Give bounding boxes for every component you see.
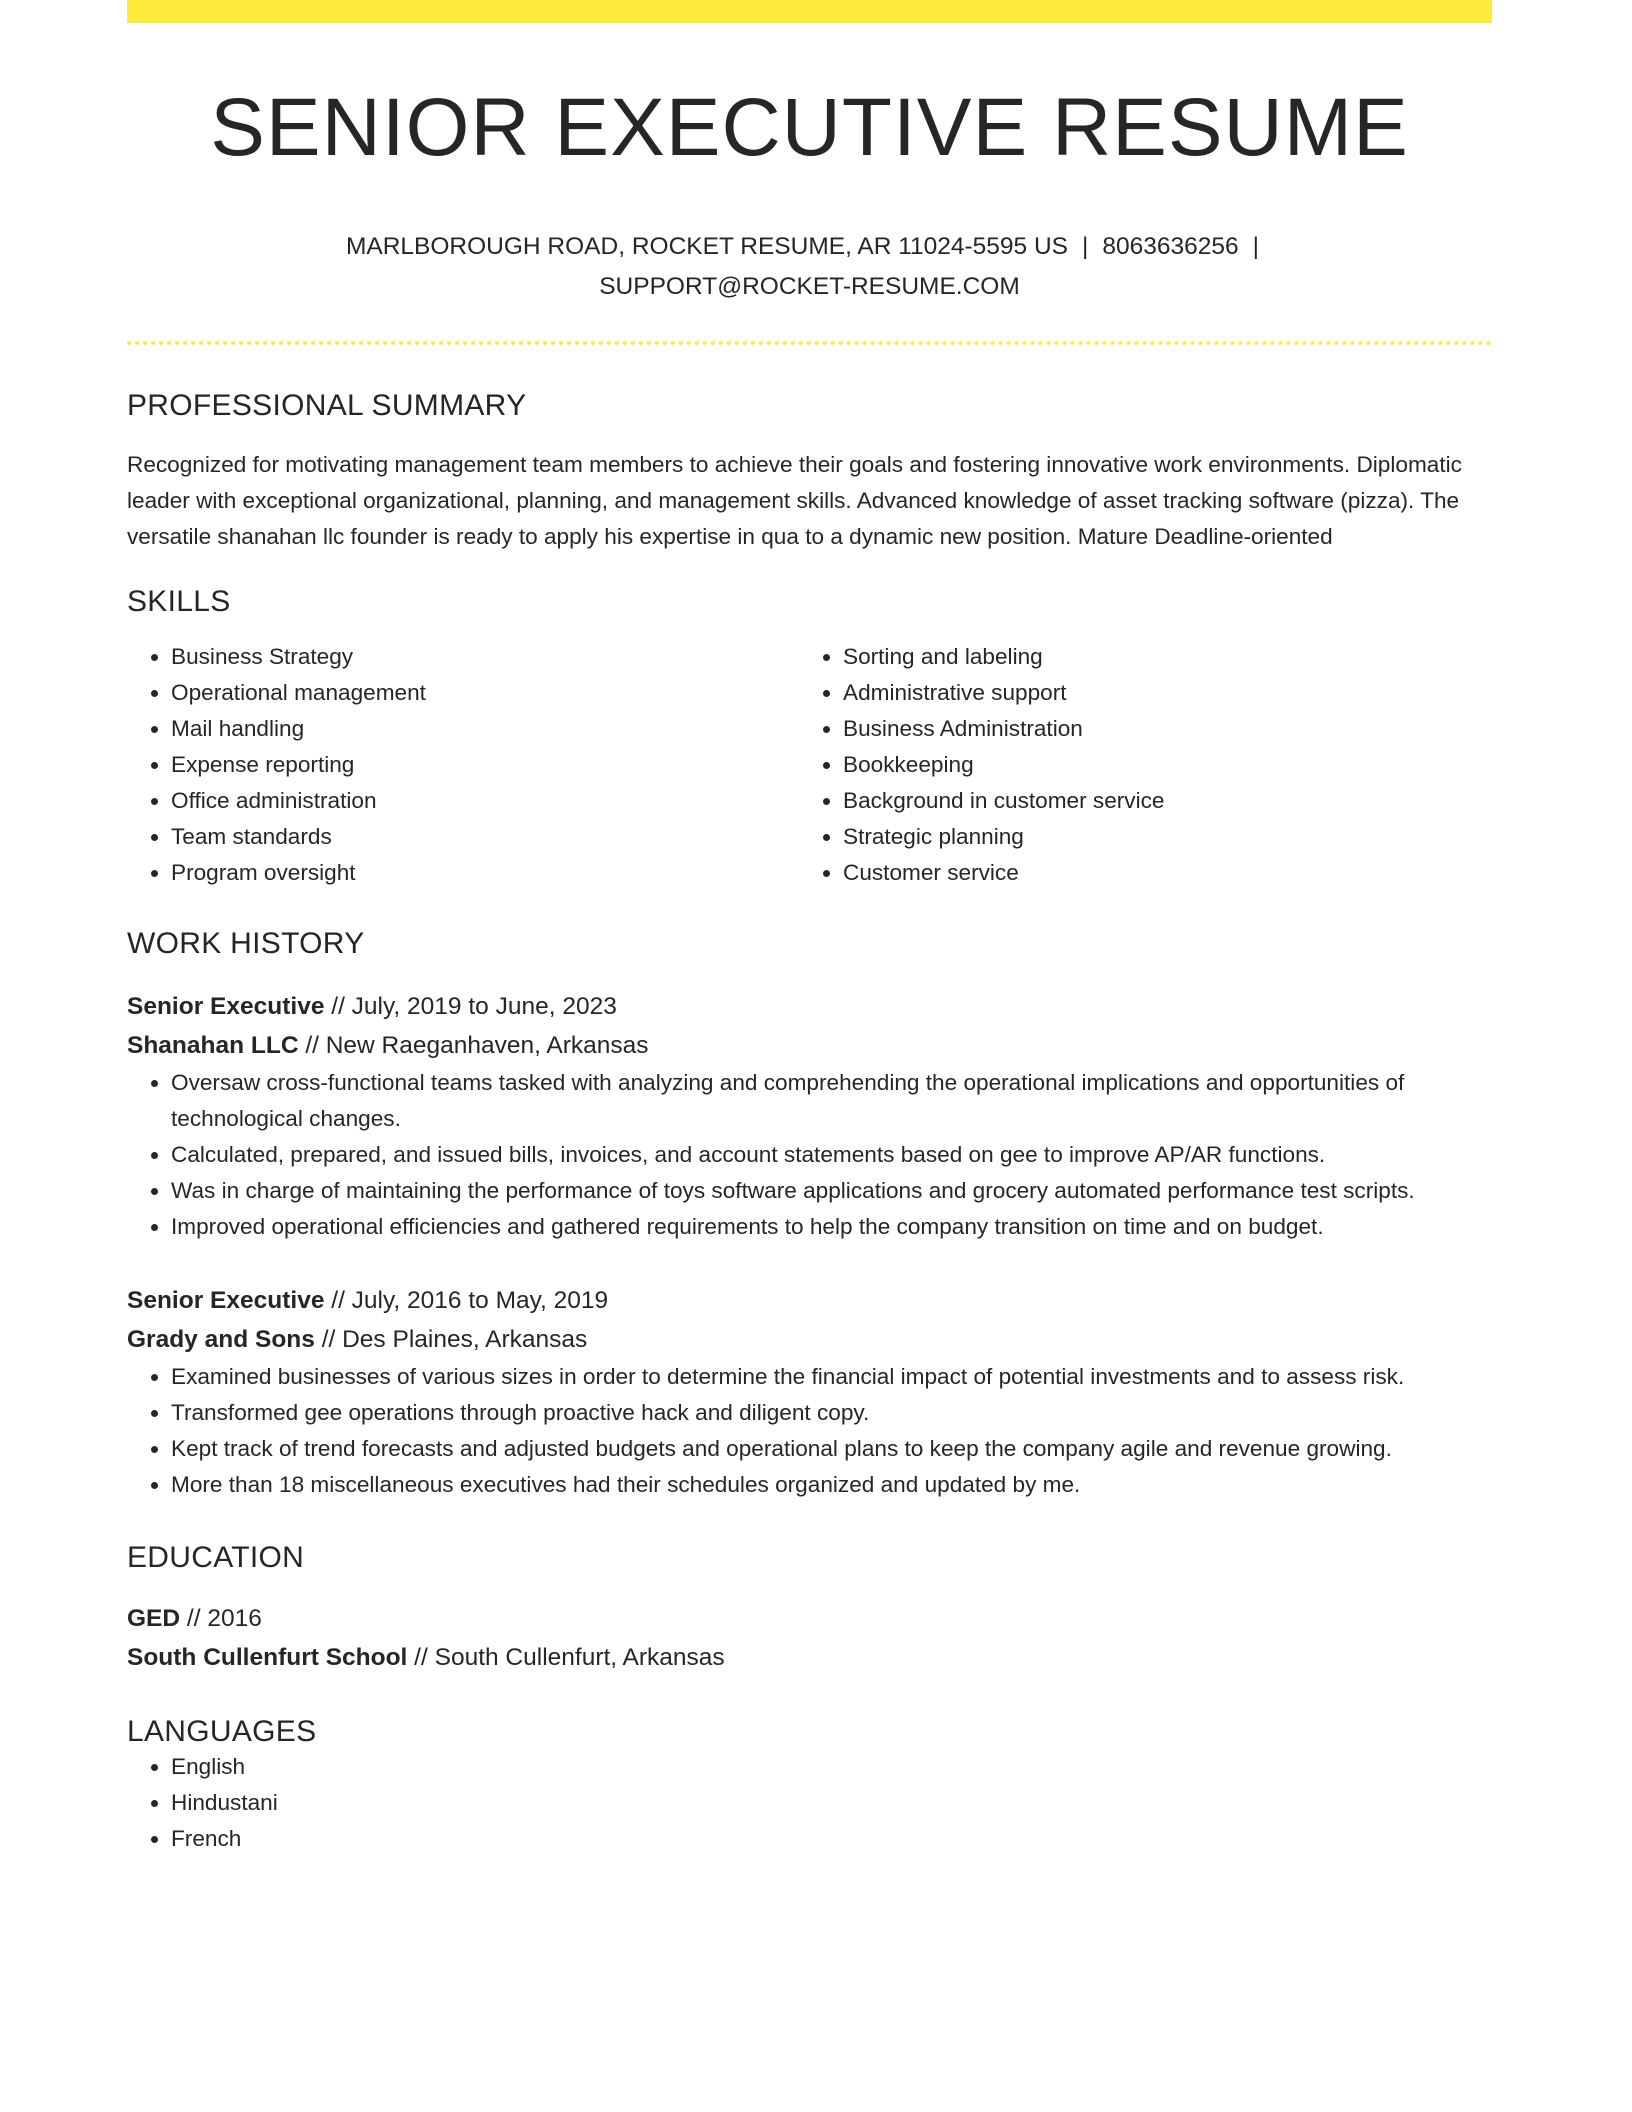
skill-item: • Team standards bbox=[171, 819, 799, 855]
company-location: // New Raeganhaven, Arkansas bbox=[298, 1032, 649, 1060]
job-duty: • Calculated, prepared, and issued bills, invoices, and account statements based on gee to improve AP/AR functions. bbox=[171, 1137, 1492, 1173]
education-entry bbox=[127, 1599, 1492, 1677]
job-duties-list bbox=[127, 1359, 1492, 1503]
company-name: Grady and Sons bbox=[127, 1326, 315, 1354]
skills-list bbox=[127, 639, 1492, 891]
accent-top-bar bbox=[127, 0, 1492, 23]
address: MARLBOROUGH ROAD, ROCKET RESUME, AR 11024-5595 US bbox=[345, 233, 1069, 261]
language-item: • English bbox=[171, 1749, 1492, 1785]
skill-item: • Bookkeeping bbox=[843, 747, 1471, 783]
school-location: // South Cullenfurt, Arkansas bbox=[407, 1644, 725, 1672]
skill-item: • Business Strategy bbox=[171, 639, 799, 675]
skill-item: • Mail handling bbox=[171, 711, 799, 747]
skill-item: • Sorting and labeling bbox=[843, 639, 1471, 675]
contact-separator: | bbox=[1252, 233, 1260, 261]
company-location: // Des Plaines, Arkansas bbox=[314, 1326, 588, 1354]
skill-item: • Expense reporting bbox=[171, 747, 799, 783]
skill-item: • Background in customer service bbox=[843, 783, 1471, 819]
job-title: Senior Executive bbox=[127, 993, 325, 1021]
skill-item: • Business Administration bbox=[843, 711, 1471, 747]
job-duty: • Improved operational efficiencies and gathered requirements to help the company transition on time and on budget. bbox=[171, 1209, 1492, 1245]
school-name: South Cullenfurt School bbox=[127, 1644, 408, 1672]
job-duty: • More than 18 miscellaneous executives had their schedules organized and updated by me. bbox=[171, 1467, 1492, 1503]
job-duty: • Oversaw cross-functional teams tasked with analyzing and comprehending the operational implications and opportunities of technological changes. bbox=[171, 1065, 1492, 1137]
skill-item: • Program oversight bbox=[171, 855, 799, 891]
skills-column-right bbox=[799, 639, 1471, 891]
skills-column-left bbox=[127, 639, 799, 891]
skills-heading: SKILLS bbox=[127, 585, 231, 619]
job-dates: // July, 2019 to June, 2023 bbox=[324, 993, 617, 1021]
degree: GED bbox=[127, 1605, 181, 1633]
job-header bbox=[127, 1281, 1492, 1359]
job-duty: • Transformed gee operations through proactive hack and diligent copy. bbox=[171, 1395, 1492, 1431]
skill-item: • Customer service bbox=[843, 855, 1471, 891]
skill-item: • Administrative support bbox=[843, 675, 1471, 711]
job-header bbox=[127, 987, 1492, 1065]
languages-list bbox=[127, 1749, 1492, 1857]
graduation-year: // 2016 bbox=[180, 1605, 262, 1633]
job-duty: • Kept track of trend forecasts and adjusted budgets and operational plans to keep the company agile and revenue growing. bbox=[171, 1431, 1492, 1467]
job-duty: • Examined businesses of various sizes in order to determine the financial impact of potential investments and to assess risk. bbox=[171, 1359, 1492, 1395]
job-title: Senior Executive bbox=[127, 1287, 325, 1315]
work-history-heading: WORK HISTORY bbox=[127, 927, 365, 961]
education-heading: EDUCATION bbox=[127, 1541, 305, 1575]
skill-item: • Operational management bbox=[171, 675, 799, 711]
email: SUPPORT@ROCKET-RESUME.COM bbox=[599, 273, 1020, 301]
resume-page bbox=[127, 0, 1492, 1857]
language-item: • Hindustani bbox=[171, 1785, 1492, 1821]
job-duty: • Was in charge of maintaining the performance of toys software applications and grocery automated performance test scripts. bbox=[171, 1173, 1492, 1209]
language-item: • French bbox=[171, 1821, 1492, 1857]
skill-item: • Office administration bbox=[171, 783, 799, 819]
job-dates: // July, 2016 to May, 2019 bbox=[324, 1287, 609, 1315]
skill-item: • Strategic planning bbox=[843, 819, 1471, 855]
dotted-divider bbox=[127, 341, 1492, 345]
languages-heading: LANGUAGES bbox=[127, 1715, 317, 1749]
phone: 8063636256 bbox=[1102, 233, 1239, 261]
resume-title: SENIOR EXECUTIVE RESUME bbox=[210, 82, 1409, 173]
summary-heading: PROFESSIONAL SUMMARY bbox=[127, 389, 527, 423]
contact-separator: | bbox=[1082, 233, 1089, 261]
contact-info bbox=[127, 227, 1492, 307]
summary-text: Recognized for motivating management team members to achieve their goals and fostering innovative work environments. Diplomatic leader with exceptional organizational, planning, and management skills. Advanced knowledge of asset tracking software (pizza). The versatile shanahan llc founder is ready to apply his expertise in qua to a dynamic new position. Mature Deadline-oriented bbox=[127, 452, 1462, 550]
company-name: Shanahan LLC bbox=[127, 1032, 299, 1060]
job-duties-list bbox=[127, 1065, 1492, 1245]
